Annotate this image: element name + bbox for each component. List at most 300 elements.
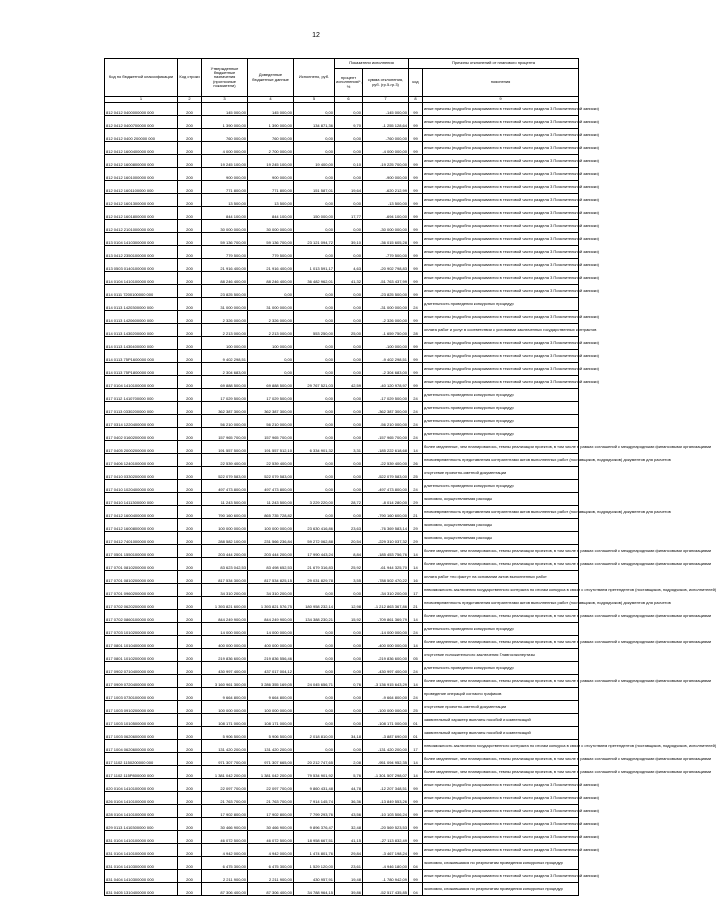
- cell-delivered: 2 700 000,00: [248, 142, 294, 155]
- cell-delivered: 21 916 400,00: [248, 259, 294, 272]
- cell-approved: 17 029 500,00: [202, 389, 248, 402]
- cell-reason-code: 24: [409, 480, 423, 493]
- cell-kbk: 828 0104 1410100000 000: [105, 805, 178, 818]
- cell-line-code: 200: [178, 467, 202, 480]
- cell-explanation: экономия, сложившаяся по результатам проведения конкурсных процедур: [423, 857, 579, 870]
- cell-kbk: 817 1004 0620600000 000: [105, 740, 178, 753]
- cell-deviation: -229 310 037,32: [363, 532, 409, 545]
- cell-percent: 25,92: [335, 558, 363, 571]
- cell-percent: 39,86: [335, 883, 363, 896]
- cell-executed: 0,00: [294, 389, 335, 402]
- cell-reason-code: 04: [409, 857, 423, 870]
- cell-executed: 0,00: [294, 298, 335, 311]
- cell-explanation: иные причины (подробно раскрываются в текстовой части раздела 3 Пояснительной записки): [423, 129, 579, 142]
- cell-delivered: 22 539 400,00: [248, 454, 294, 467]
- cell-deviation: -22 539 400,00: [363, 454, 409, 467]
- cell-explanation: иные причины (подробно раскрываются в текстовой части раздела 3 Пояснительной записки): [423, 142, 579, 155]
- cell-percent: 0,00: [335, 337, 363, 350]
- cell-deviation: -56 210 000,00: [363, 415, 409, 428]
- cell-percent: 36,36: [335, 792, 363, 805]
- cell-deviation: -522 079 583,00: [363, 467, 409, 480]
- table-row: [105, 662, 579, 675]
- cell-line-code: 200: [178, 324, 202, 337]
- cell-reason-code: 16: [409, 571, 423, 584]
- cell-delivered: 100 000 000,00: [248, 519, 294, 532]
- cell-percent: 0,00: [335, 246, 363, 259]
- cell-reason-code: 99: [409, 870, 423, 883]
- cell-executed: 29 031 829,78: [294, 571, 335, 584]
- cell-kbk: 817 1003 0730100000 000: [105, 688, 178, 701]
- cell-reason-code: 14: [409, 636, 423, 649]
- cell-reason-code: 99: [409, 844, 423, 857]
- cell-approved: 100 000,00: [202, 337, 248, 350]
- cell-approved: 14 000 000,00: [202, 623, 248, 636]
- cell-reason-code: 99: [409, 350, 423, 363]
- cell-kbk: 814 0113 1430400000 000: [105, 337, 178, 350]
- cell-delivered: 497 473 800,00: [248, 480, 294, 493]
- cell-percent: 9,70: [335, 116, 363, 129]
- cell-deviation: -2 326 000,00: [363, 311, 409, 324]
- table-row: [105, 441, 579, 454]
- cell-delivered: 34 310 200,00: [248, 584, 294, 597]
- cell-approved: 430 997 400,00: [202, 662, 248, 675]
- cell-approved: 771 800,00: [202, 181, 248, 194]
- cell-approved: 844 249 900,00: [202, 610, 248, 623]
- cell-kbk: 817 1102 115P800000 000: [105, 766, 178, 779]
- table-row: [105, 337, 579, 350]
- cell-kbk: 831 0404 1410300000 000: [105, 870, 178, 883]
- cell-deviation: -100 000,00: [363, 337, 409, 350]
- cell-reason-code: 14: [409, 610, 423, 623]
- cell-percent: 0,00: [335, 480, 363, 493]
- cell-executed: 20 212 747,65: [294, 753, 335, 766]
- cell-reason-code: 25: [409, 701, 423, 714]
- cell-explanation: длительность проведения конкурсных процедур: [423, 480, 579, 493]
- cell-kbk: 831 0104 1410100000 000: [105, 831, 178, 844]
- cell-kbk: 817 0909 0720400000 000: [105, 675, 178, 688]
- cell-explanation: экономия, сложившаяся по результатам проведения конкурсных процедур: [423, 883, 579, 896]
- cell-explanation: несвоевременность представления контрагентами актов выполненных работ (поставщиков, подрядчиков) документов для расчетов: [423, 506, 579, 519]
- cell-reason-code: 29: [409, 532, 423, 545]
- cell-deviation: -36 015 605,28: [363, 233, 409, 246]
- cell-explanation: длительность проведения конкурсных процедур: [423, 623, 579, 636]
- cell-percent: 23,61: [335, 857, 363, 870]
- cell-percent: 0,00: [335, 220, 363, 233]
- cell-approved: 1 381 042 200,00: [202, 766, 248, 779]
- cell-explanation: длительность проведения конкурсных процедур: [423, 428, 579, 441]
- cell-approved: 19 245 100,00: [202, 155, 248, 168]
- cell-executed: 0,00: [294, 584, 335, 597]
- cell-delivered: 760 000,00: [248, 129, 294, 142]
- cell-explanation: более медленные, чем планировалось, темпы реализации проектов, в том числе в рамках соглашений с международными финансовыми организациями: [423, 675, 579, 688]
- cell-explanation: проведение операций согласно графиков: [423, 688, 579, 701]
- cell-line-code: 200: [178, 168, 202, 181]
- cell-delivered: 6 475 300,00: [248, 857, 294, 870]
- cell-reason-code: 01: [409, 714, 423, 727]
- table-row: [105, 883, 579, 896]
- cell-executed: 0,00: [294, 688, 335, 701]
- cell-delivered: 1 393 821 576,75: [248, 597, 294, 610]
- cell-reason-code: 24: [409, 428, 423, 441]
- cell-delivered: 844 249 900,00: [248, 610, 294, 623]
- cell-kbk: 817 0412 1600400000 000: [105, 506, 178, 519]
- cell-delivered: 88 246 400,00: [248, 272, 294, 285]
- cell-reason-code: 29: [409, 493, 423, 506]
- cell-explanation: иные причины (подробно раскрываются в текстовой части раздела 3 Пояснительной записки): [423, 285, 579, 298]
- cell-executed: 0,00: [294, 129, 335, 142]
- cell-deviation: -3 136 915 643,29: [363, 675, 409, 688]
- col-number: 7: [363, 97, 409, 103]
- table-row: [105, 311, 579, 324]
- cell-deviation: -709 861 369,79: [363, 610, 409, 623]
- cell-approved: 100 000 000,00: [202, 701, 248, 714]
- cell-deviation: -30 000 000,00: [363, 220, 409, 233]
- table-row: [105, 831, 579, 844]
- cell-explanation: иные причины (подробно раскрываются в текстовой части раздела 3 Пояснительной записки): [423, 792, 579, 805]
- cell-approved: 2 304 683,00: [202, 363, 248, 376]
- cell-deviation: -51 763 437,99: [363, 272, 409, 285]
- cell-deviation: -76 369 583,14: [363, 519, 409, 532]
- cell-executed: 0,00: [294, 363, 335, 376]
- cell-percent: 0,00: [335, 415, 363, 428]
- cell-approved: 30 000 000,00: [202, 220, 248, 233]
- cell-reason-code: 14: [409, 753, 423, 766]
- table-row: [105, 610, 579, 623]
- cell-line-code: 200: [178, 259, 202, 272]
- cell-line-code: 200: [178, 870, 202, 883]
- cell-delivered: 131 420 200,00: [248, 740, 294, 753]
- cell-explanation: иные причины (подробно раскрываются в текстовой части раздела 3 Пояснительной записки): [423, 116, 579, 129]
- cell-approved: 497 473 800,00: [202, 480, 248, 493]
- cell-deviation: -9 402 298,51: [363, 350, 409, 363]
- cell-delivered: 779 500,00: [248, 246, 294, 259]
- cell-deviation: -1 255 128,64: [363, 116, 409, 129]
- cell-percent: 3,31: [335, 441, 363, 454]
- cell-delivered: 522 079 583,00: [248, 467, 294, 480]
- cell-explanation: иные причины (подробно раскрываются в текстовой части раздела 3 Пояснительной записки): [423, 168, 579, 181]
- cell-approved: 11 243 500,00: [202, 493, 248, 506]
- table-row: [105, 740, 579, 753]
- cell-line-code: 200: [178, 116, 202, 129]
- cell-percent: 0,76: [335, 675, 363, 688]
- cell-kbk: 817 0405 2000200000 000: [105, 441, 178, 454]
- cell-reason-code: 05: [409, 649, 423, 662]
- cell-explanation: заявительный характер выплаты пособий и компенсаций: [423, 714, 579, 727]
- cell-approved: 87 306 400,00: [202, 883, 248, 896]
- cell-delivered: 21 763 700,00: [248, 792, 294, 805]
- table-row: [105, 103, 579, 116]
- cell-line-code: 200: [178, 805, 202, 818]
- cell-delivered: 2 213 000,00: [248, 324, 294, 337]
- cell-explanation: иные причины (подробно раскрываются в текстовой части раздела 3 Пояснительной записки): [423, 337, 579, 350]
- cell-percent: 39,10: [335, 233, 363, 246]
- cell-executed: 0,00: [294, 428, 335, 441]
- table-row: [105, 402, 579, 415]
- cell-percent: 0,00: [335, 714, 363, 727]
- cell-kbk: 817 0406 1240100000 000: [105, 454, 178, 467]
- cell-deviation: -20 902 798,83: [363, 259, 409, 272]
- cell-percent: 0,00: [335, 194, 363, 207]
- cell-executed: 2 018 810,00: [294, 727, 335, 740]
- cell-reason-code: 26: [409, 454, 423, 467]
- header-indicators-group: Показатели исполнения: [335, 59, 409, 69]
- cell-executed: 23 121 094,72: [294, 233, 335, 246]
- cell-percent: 42,59: [335, 376, 363, 389]
- cell-kbk: 831 0104 1410100000 000: [105, 844, 178, 857]
- cell-executed: 0,00: [294, 194, 335, 207]
- cell-approved: 145 000,00: [202, 103, 248, 116]
- table-row: [105, 519, 579, 532]
- cell-line-code: 200: [178, 129, 202, 142]
- cell-line-code: 200: [178, 675, 202, 688]
- cell-percent: 32,48: [335, 818, 363, 831]
- cell-executed: 29 767 521,03: [294, 376, 335, 389]
- cell-percent: 41,32: [335, 272, 363, 285]
- cell-line-code: 200: [178, 753, 202, 766]
- cell-deviation: -788 502 470,22: [363, 571, 409, 584]
- cell-line-code: 200: [178, 337, 202, 350]
- cell-kbk: 817 0701 0960200000 000: [105, 584, 178, 597]
- cell-delivered: 9 664 800,00: [248, 688, 294, 701]
- table-row: [105, 389, 579, 402]
- cell-explanation: длительность проведения конкурсных процедур: [423, 662, 579, 675]
- cell-deviation: -100 000 000,00: [363, 701, 409, 714]
- cell-delivered: 11 243 500,00: [248, 493, 294, 506]
- cell-kbk: 817 0314 1220400000 000: [105, 415, 178, 428]
- cell-percent: 15,92: [335, 610, 363, 623]
- cell-percent: 0,00: [335, 298, 363, 311]
- cell-percent: 0,00: [335, 428, 363, 441]
- cell-approved: 2 213 000,00: [202, 324, 248, 337]
- table-row: [105, 142, 579, 155]
- table-row: [105, 753, 579, 766]
- cell-delivered: 83 498 652,53: [248, 558, 294, 571]
- cell-deviation: -4 946 180,00: [363, 857, 409, 870]
- cell-delivered: 69 888 500,00: [248, 376, 294, 389]
- cell-delivered: 22 097 700,00: [248, 779, 294, 792]
- cell-reason-code: 04: [409, 883, 423, 896]
- table-row: [105, 714, 579, 727]
- cell-line-code: 200: [178, 857, 202, 870]
- cell-executed: 0,00: [294, 454, 335, 467]
- cell-kbk: 812 0412 1601300000 000: [105, 194, 178, 207]
- col-number: 4: [248, 97, 294, 103]
- cell-percent: 0,00: [335, 740, 363, 753]
- cell-line-code: 200: [178, 740, 202, 753]
- cell-deviation: -219 836 600,00: [363, 649, 409, 662]
- cell-approved: 23 825 500,00: [202, 285, 248, 298]
- cell-approved: 288 582 100,00: [202, 532, 248, 545]
- header-kbk: Код по бюджетной классификации: [105, 59, 178, 97]
- cell-explanation: более медленные, чем планировалось, темпы реализации проектов, в том числе в рамках соглашений с международными финансовыми организациями: [423, 636, 579, 649]
- cell-approved: 17 902 800,00: [202, 805, 248, 818]
- cell-kbk: 817 0412 1600800000 000: [105, 519, 178, 532]
- cell-line-code: 200: [178, 545, 202, 558]
- cell-explanation: иные причины (подробно раскрываются в текстовой части раздела 3 Пояснительной записки): [423, 220, 579, 233]
- cell-reason-code: 24: [409, 415, 423, 428]
- cell-reason-code: 99: [409, 194, 423, 207]
- cell-approved: 157 965 700,00: [202, 428, 248, 441]
- cell-kbk: 817 1003 1010500000 000: [105, 714, 178, 727]
- cell-explanation: иные причины (подробно раскрываются в текстовой части раздела 3 Пояснительной записки): [423, 870, 579, 883]
- header-reason-code: код: [409, 69, 423, 97]
- cell-kbk: 817 0702 0620200000 000: [105, 597, 178, 610]
- cell-delivered: 2 326 000,00: [248, 311, 294, 324]
- cell-percent: 28,72: [335, 493, 363, 506]
- cell-kbk: 812 0412 1600400000 000: [105, 142, 178, 155]
- table-row: [105, 194, 579, 207]
- cell-executed: 0,00: [294, 740, 335, 753]
- cell-line-code: 200: [178, 272, 202, 285]
- cell-reason-code: 99: [409, 220, 423, 233]
- cell-explanation: иные причины (подробно раскрываются в текстовой части раздела 3 Пояснительной записки): [423, 155, 579, 168]
- cell-approved: 6 475 300,00: [202, 857, 248, 870]
- cell-explanation: более медленные, чем планировалось, темпы реализации проектов, в том числе в рамках соглашений с международными финансовыми организациями: [423, 610, 579, 623]
- cell-kbk: 814 0111 7200100000 000: [105, 285, 178, 298]
- cell-line-code: 200: [178, 181, 202, 194]
- cell-percent: 2,08: [335, 753, 363, 766]
- table-row: [105, 545, 579, 558]
- cell-percent: 0,00: [335, 636, 363, 649]
- cell-reason-code: 99: [409, 805, 423, 818]
- cell-line-code: 200: [178, 584, 202, 597]
- cell-reason-code: 24: [409, 623, 423, 636]
- cell-delivered: 817 534 825,15: [248, 571, 294, 584]
- cell-deviation: -17 029 500,00: [363, 389, 409, 402]
- cell-explanation: иные причины (подробно раскрываются в текстовой части раздела 3 Пояснительной записки): [423, 233, 579, 246]
- cell-approved: 56 210 000,00: [202, 415, 248, 428]
- cell-percent: 0,00: [335, 363, 363, 376]
- cell-kbk: 820 0104 1410100000 000: [105, 779, 178, 792]
- cell-approved: 69 888 500,00: [202, 376, 248, 389]
- cell-approved: 760 000,00: [202, 129, 248, 142]
- cell-delivered: 0,00: [248, 363, 294, 376]
- cell-executed: 134 388 230,21: [294, 610, 335, 623]
- cell-delivered: 437 017 004,12: [248, 662, 294, 675]
- cell-approved: 21 763 700,00: [202, 792, 248, 805]
- cell-explanation: иные причины (подробно раскрываются в текстовой части раздела 3 Пояснительной записки): [423, 805, 579, 818]
- header-line-code: Код строки: [178, 59, 202, 97]
- cell-reason-code: 99: [409, 337, 423, 350]
- cell-kbk: 814 0113 75P1600000 000: [105, 350, 178, 363]
- cell-deviation: -108 171 000,00: [363, 714, 409, 727]
- cell-explanation: иные причины (подробно раскрываются в текстовой части раздела 3 Пояснительной записки): [423, 246, 579, 259]
- cell-approved: 5 906 500,00: [202, 727, 248, 740]
- cell-percent: 0,00: [335, 389, 363, 402]
- col-number: 3: [202, 97, 248, 103]
- cell-kbk: 812 0412 0400000000 000: [105, 103, 178, 116]
- cell-percent: 0,00: [335, 701, 363, 714]
- cell-deviation: -400 000 000,00: [363, 636, 409, 649]
- col-number: 2: [178, 97, 202, 103]
- cell-delivered: 87 306 400,00: [248, 883, 294, 896]
- cell-approved: 30 466 900,00: [202, 818, 248, 831]
- cell-percent: 5,76: [335, 766, 363, 779]
- cell-approved: 9 402 298,51: [202, 350, 248, 363]
- cell-reason-code: 99: [409, 129, 423, 142]
- cell-kbk: 814 0104 1410100000 000: [105, 272, 178, 285]
- cell-executed: 0,00: [294, 701, 335, 714]
- cell-explanation: иные причины (подробно раскрываются в текстовой части раздела 3 Пояснительной записки): [423, 272, 579, 285]
- cell-executed: 553 250,00: [294, 324, 335, 337]
- cell-kbk: 812 0412 1601100000 000: [105, 181, 178, 194]
- cell-executed: 0,00: [294, 337, 335, 350]
- cell-deviation: -157 965 700,00: [363, 428, 409, 441]
- cell-percent: 43,56: [335, 805, 363, 818]
- cell-executed: 150 000,00: [294, 207, 335, 220]
- cell-executed: 0,00: [294, 649, 335, 662]
- cell-line-code: 200: [178, 376, 202, 389]
- cell-reason-code: 99: [409, 311, 423, 324]
- cell-line-code: 200: [178, 220, 202, 233]
- cell-explanation: экономия, осуществляемая расходы: [423, 532, 579, 545]
- cell-line-code: 200: [178, 233, 202, 246]
- cell-kbk: 817 1003 0910200000 000: [105, 701, 178, 714]
- cell-reason-code: 99: [409, 155, 423, 168]
- cell-executed: 0,00: [294, 103, 335, 116]
- cell-deviation: -12 207 348,51: [363, 779, 409, 792]
- cell-line-code: 200: [178, 883, 202, 896]
- col-number: 5: [294, 97, 335, 103]
- table-row: [105, 129, 579, 142]
- cell-percent: 0,00: [335, 285, 363, 298]
- cell-percent: 41,15: [335, 831, 363, 844]
- cell-line-code: 200: [178, 142, 202, 155]
- cell-line-code: 200: [178, 493, 202, 506]
- header-delivered: Доведенные бюджетные данные: [248, 59, 294, 97]
- cell-executed: 1 013 591,17: [294, 259, 335, 272]
- cell-delivered: 46 072 500,00: [248, 831, 294, 844]
- cell-kbk: 817 0113 0330200000 000: [105, 402, 178, 415]
- cell-line-code: 200: [178, 155, 202, 168]
- cell-deviation: -1 301 507 298,07: [363, 766, 409, 779]
- cell-line-code: 200: [178, 597, 202, 610]
- cell-delivered: 865 735 728,82: [248, 506, 294, 519]
- cell-percent: 17,77: [335, 207, 363, 220]
- cell-percent: 12,98: [335, 597, 363, 610]
- cell-executed: 1 474 801,76: [294, 844, 335, 857]
- cell-explanation: заявительный характер выплаты пособий и компенсаций: [423, 727, 579, 740]
- cell-kbk: 817 0410 0330200000 000: [105, 467, 178, 480]
- cell-line-code: 200: [178, 558, 202, 571]
- cell-approved: 83 623 042,53: [202, 558, 248, 571]
- cell-executed: 0,00: [294, 220, 335, 233]
- cell-executed: 134 871,36: [294, 116, 335, 129]
- cell-deviation: -23 825 500,00: [363, 285, 409, 298]
- cell-percent: 0,00: [335, 350, 363, 363]
- cell-explanation: несвоевременность представления контрагентами актов выполненных работ (поставщиков, подрядчиков) документов для расчетов: [423, 597, 579, 610]
- cell-reason-code: 99: [409, 285, 423, 298]
- table-row: [105, 506, 579, 519]
- cell-executed: 430 957,91: [294, 870, 335, 883]
- table-row: [105, 116, 579, 129]
- cell-deviation: -2 304 683,00: [363, 363, 409, 376]
- cell-explanation: иные причины (подробно раскрываются в текстовой части раздела 3 Пояснительной записки): [423, 818, 579, 831]
- table-row: [105, 428, 579, 441]
- cell-percent: 0,00: [335, 623, 363, 636]
- cell-deviation: -790 160 600,00: [363, 506, 409, 519]
- cell-percent: 4,63: [335, 259, 363, 272]
- cell-delivered: 157 965 700,00: [248, 428, 294, 441]
- header-executed: Исполнено, руб.: [294, 59, 335, 97]
- cell-line-code: 200: [178, 506, 202, 519]
- cell-deviation: -61 944 325,70: [363, 558, 409, 571]
- cell-approved: 9 664 800,00: [202, 688, 248, 701]
- table-row: [105, 220, 579, 233]
- cell-kbk: 826 0104 1410100000 000: [105, 792, 178, 805]
- cell-line-code: 200: [178, 350, 202, 363]
- cell-reason-code: 99: [409, 831, 423, 844]
